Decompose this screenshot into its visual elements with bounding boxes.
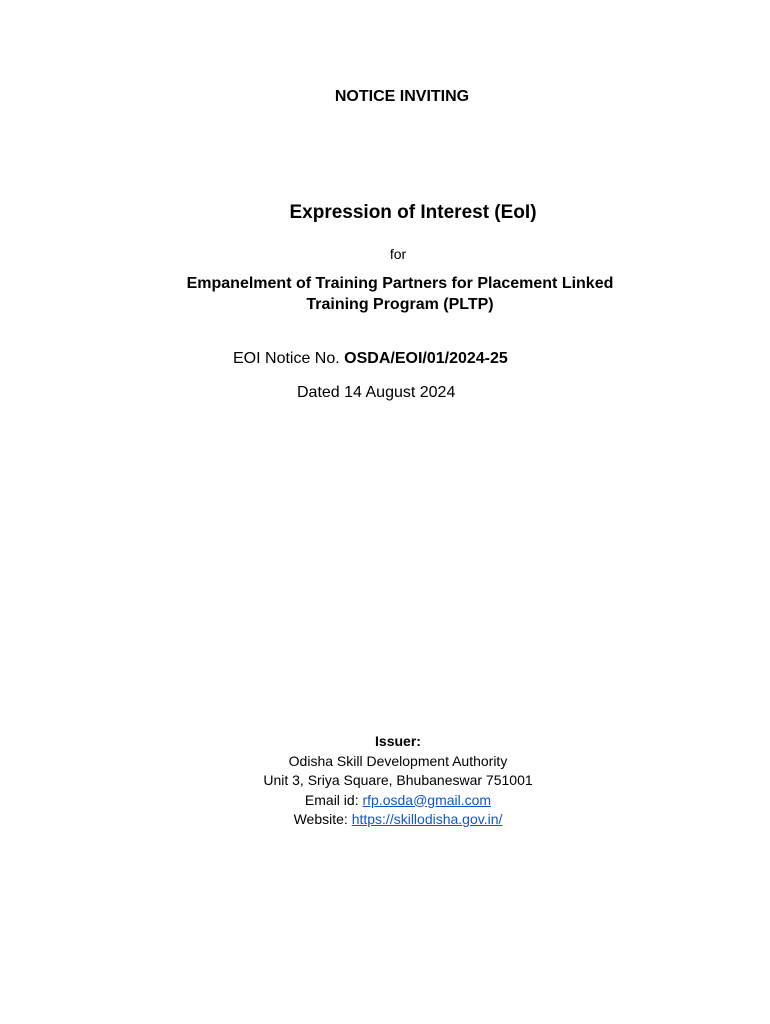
subject-line-1: Empanelment of Training Partners for Placement Linked [186, 275, 614, 292]
notice-title: NOTICE INVITING [334, 88, 470, 105]
notice-no-label: EOI Notice No. [233, 350, 340, 367]
for-text: for [389, 246, 407, 262]
eoi-heading: Expression of Interest (EoI) [289, 202, 537, 223]
issuer-block [0, 732, 770, 830]
issuer-website-line [0, 810, 770, 830]
email-link[interactable]: rfp.osda@gmail.com [362, 791, 492, 808]
email-label: Email id: [304, 791, 359, 808]
issuer-organization: Odisha Skill Development Authority [288, 752, 508, 769]
eoi-notice-number [233, 350, 508, 368]
issuer-label: Issuer: [375, 733, 421, 749]
subject-line-2: Training Program (PLTP) [306, 296, 494, 313]
website-link[interactable]: https://skillodisha.gov.in/ [351, 811, 503, 827]
subject-title [0, 273, 770, 315]
notice-no-value: OSDA/EOI/01/2024-25 [344, 350, 508, 367]
website-label: Website: [293, 811, 348, 827]
issuer-address: Unit 3, Sriya Square, Bhubaneswar 751001 [263, 772, 533, 788]
issuer-email-line [0, 791, 770, 811]
notice-date: Dated 14 August 2024 [297, 384, 456, 401]
